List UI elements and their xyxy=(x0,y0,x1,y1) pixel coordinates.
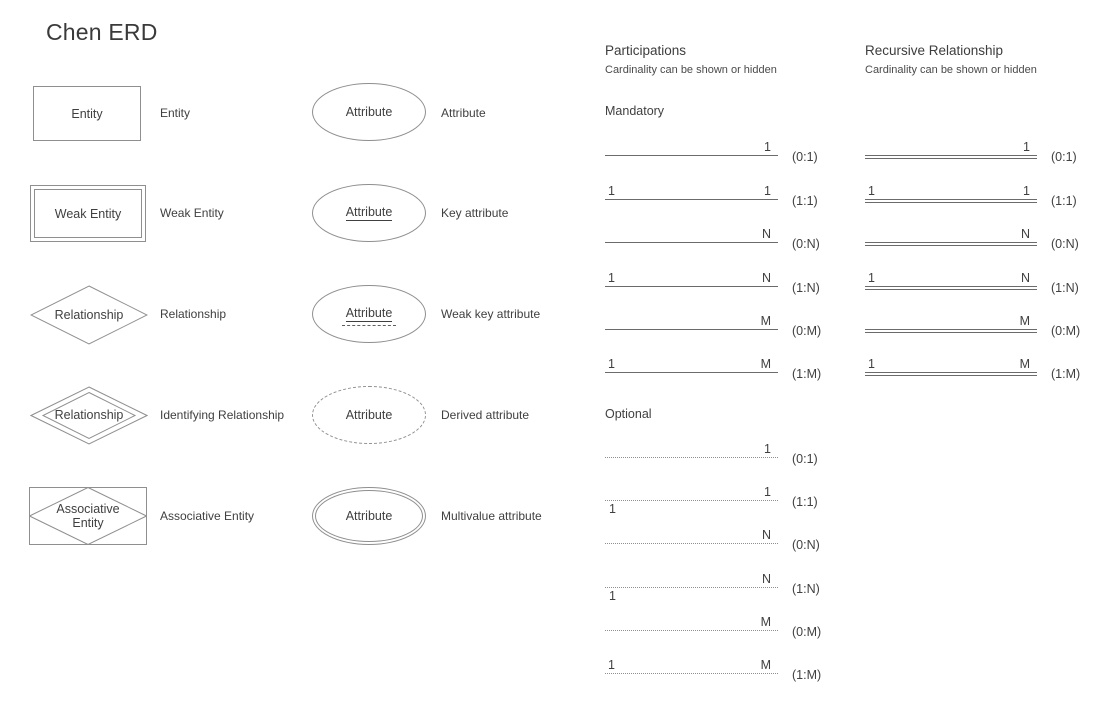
cardinality-left: 1 xyxy=(608,357,615,371)
mandatory-row-1-n xyxy=(605,269,820,295)
cardinality-label: (1:N) xyxy=(1051,281,1079,295)
recursive-row-1-1 xyxy=(865,182,1077,208)
cardinality-right: 1 xyxy=(764,140,771,154)
cardinality-label: (0:N) xyxy=(792,538,820,552)
cardinality-right: 1 xyxy=(1023,184,1030,198)
weak-entity-label: Weak Entity xyxy=(160,206,224,220)
recursive-row-0-1 xyxy=(865,138,1077,164)
mandatory-row-1-m xyxy=(605,355,822,381)
cardinality-right: N xyxy=(761,227,771,241)
multivalue-attribute-shape-text: Attribute xyxy=(345,509,393,523)
cardinality-right: N xyxy=(761,572,771,586)
optional-heading: Optional xyxy=(605,407,652,421)
cardinality-left: 1 xyxy=(608,184,615,198)
recursive-heading: Recursive Relationship xyxy=(865,43,1004,58)
weak-key-attribute-shape xyxy=(312,285,426,343)
derived-attribute-shape-text: Attribute xyxy=(345,408,393,422)
cardinality-left: 1 xyxy=(868,357,875,371)
mandatory-row-0-1 xyxy=(605,138,818,164)
cardinality-right: M xyxy=(1019,357,1030,371)
key-attribute-label: Key attribute xyxy=(441,206,509,220)
entity-label: Entity xyxy=(160,106,191,120)
entity-shape xyxy=(33,86,141,141)
mandatory-row-0-m xyxy=(605,312,822,338)
associative-entity-shape-text: Associative Entity xyxy=(56,501,120,530)
cardinality-label: (1:M) xyxy=(792,668,822,682)
optional-row-1-n xyxy=(605,570,820,603)
cardinality-label: (0:M) xyxy=(1051,324,1081,338)
weak-entity-shape-text: Weak Entity xyxy=(54,206,122,221)
cardinality-right: M xyxy=(760,314,771,328)
cardinality-left: 1 xyxy=(868,184,875,198)
identifying-relationship-label: Identifying Relationship xyxy=(160,408,285,422)
identifying-relationship-shape xyxy=(30,386,148,445)
mandatory-row-1-1 xyxy=(605,182,818,208)
attribute-shape xyxy=(312,83,426,141)
cardinality-label: (1:1) xyxy=(792,194,818,208)
derived-attribute-shape xyxy=(312,386,426,444)
weak-entity-shape xyxy=(30,185,146,242)
cardinality-label: (1:1) xyxy=(1051,194,1077,208)
cardinality-label: (1:N) xyxy=(792,582,820,596)
page-title: Chen ERD xyxy=(46,19,158,45)
key-attribute-shape xyxy=(312,184,426,242)
optional-row-0-m xyxy=(605,613,822,639)
participations-subtitle: Cardinality can be shown or hidden xyxy=(605,64,777,76)
multivalue-inner-border xyxy=(315,490,423,542)
cardinality-right: N xyxy=(761,271,771,285)
recursive-row-1-n xyxy=(865,269,1079,295)
attribute-label: Attribute xyxy=(441,106,486,120)
cardinality-label: (1:1) xyxy=(792,495,818,509)
cardinality-label: (1:N) xyxy=(792,281,820,295)
cardinality-right: N xyxy=(761,528,771,542)
recursive-row-1-m xyxy=(865,355,1081,381)
mandatory-row-0-n xyxy=(605,225,820,251)
optional-row-1-m xyxy=(605,656,822,682)
cardinality-right: M xyxy=(1019,314,1030,328)
optional-row-0-1 xyxy=(605,440,818,466)
cardinality-right: N xyxy=(1020,227,1030,241)
participations-heading: Participations xyxy=(605,43,687,58)
key-attribute-shape-text: Attribute xyxy=(345,205,393,219)
derived-attribute-label: Derived attribute xyxy=(441,408,530,422)
cardinality-right: M xyxy=(760,357,771,371)
cardinality-label: (1:M) xyxy=(792,367,822,381)
recursive-row-0-n xyxy=(865,225,1079,251)
relationship-shape xyxy=(30,285,148,345)
recursive-row-0-m xyxy=(865,312,1081,338)
relationship-shape-text: Relationship xyxy=(54,307,124,322)
entity-shape-text: Entity xyxy=(71,106,103,121)
cardinality-label: (0:M) xyxy=(792,625,822,639)
associative-entity-label: Associative Entity xyxy=(160,509,255,523)
multivalue-attribute-shape xyxy=(312,487,426,545)
cardinality-right: 1 xyxy=(764,442,771,456)
weak-key-attribute-shape-text: Attribute xyxy=(345,306,393,320)
cardinality-label: (1:M) xyxy=(1051,367,1081,381)
cardinality-left: 1 xyxy=(868,271,875,285)
associative-entity-shape xyxy=(29,487,147,545)
cardinality-right: 1 xyxy=(764,485,771,499)
cardinality-right: 1 xyxy=(1023,140,1030,154)
cardinality-label: (0:1) xyxy=(792,452,818,466)
recursive-subtitle: Cardinality can be shown or hidden xyxy=(865,64,1037,76)
cardinality-label: (0:N) xyxy=(1051,237,1079,251)
attribute-shape-text: Attribute xyxy=(345,105,393,119)
cardinality-right: M xyxy=(760,615,771,629)
multivalue-attribute-label: Multivalue attribute xyxy=(441,509,542,523)
cardinality-label: (0:M) xyxy=(792,324,822,338)
cardinality-label: (0:N) xyxy=(792,237,820,251)
mandatory-heading: Mandatory xyxy=(605,104,665,118)
cardinality-label: (0:1) xyxy=(1051,150,1077,164)
cardinality-right: N xyxy=(1020,271,1030,285)
cardinality-left: 1 xyxy=(609,502,616,516)
cardinality-left: 1 xyxy=(608,271,615,285)
identifying-relationship-shape-text: Relationship xyxy=(54,408,124,423)
relationship-label: Relationship xyxy=(160,307,227,321)
optional-row-0-n xyxy=(605,526,820,552)
cardinality-label: (0:1) xyxy=(792,150,818,164)
weak-entity-inner-border xyxy=(34,189,142,238)
cardinality-left: 1 xyxy=(608,658,615,672)
cardinality-right: M xyxy=(760,658,771,672)
cardinality-right: 1 xyxy=(764,184,771,198)
optional-row-1-1 xyxy=(605,483,818,516)
weak-key-attribute-label: Weak key attribute xyxy=(441,307,541,321)
cardinality-left: 1 xyxy=(609,589,616,603)
